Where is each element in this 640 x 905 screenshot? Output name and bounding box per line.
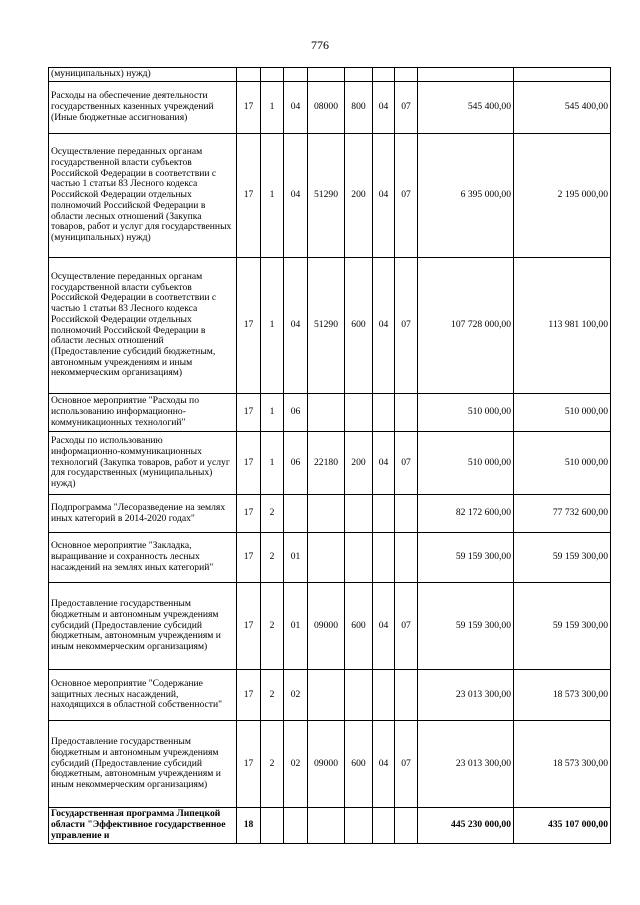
cell-code-6 — [373, 495, 395, 533]
cell-code-3: 04 — [284, 82, 308, 134]
table-row — [49, 808, 611, 844]
cell-code-7 — [395, 394, 418, 432]
cell-code-2: 2 — [261, 721, 284, 808]
cell-code-1: 18 — [237, 808, 261, 844]
cell-code-1: 17 — [237, 82, 261, 134]
cell-amount-2: 435 107 000,00 — [514, 808, 611, 844]
cell-code-2: 1 — [261, 258, 284, 394]
cell-code-2 — [261, 808, 284, 844]
cell-code-7 — [395, 68, 418, 82]
row-name: Подпрограмма "Лесоразведение на землях иных категорий в 2014-2020 годах" — [49, 495, 237, 533]
row-name: Предоставление государственным бюджетным и автономным учреждениям субсидий (Предоставление субсидий бюджетным, автономным учреждениям и иным некоммерческим организациям) — [49, 721, 237, 808]
cell-amount-2: 113 981 100,00 — [514, 258, 611, 394]
cell-amount-2: 18 573 300,00 — [514, 670, 611, 721]
cell-code-4 — [308, 808, 345, 844]
table-row — [49, 495, 611, 533]
cell-code-4 — [308, 394, 345, 432]
row-name: Расходы на обеспечение деятельности государственных казенных учреждений (Иные бюджетные ассигнования) — [49, 82, 237, 134]
cell-code-4: 09000 — [308, 583, 345, 670]
cell-amount-1: 23 013 300,00 — [418, 670, 514, 721]
cell-code-4: 51290 — [308, 258, 345, 394]
cell-code-5: 200 — [345, 134, 373, 258]
row-name: (муниципальных) нужд) — [49, 68, 237, 82]
cell-code-3: 02 — [284, 721, 308, 808]
cell-code-3: 04 — [284, 258, 308, 394]
cell-code-1: 17 — [237, 495, 261, 533]
cell-code-2: 2 — [261, 533, 284, 583]
cell-code-6: 04 — [373, 82, 395, 134]
cell-code-6: 04 — [373, 432, 395, 495]
cell-amount-2: 18 573 300,00 — [514, 721, 611, 808]
cell-code-4 — [308, 670, 345, 721]
cell-amount-2: 545 400,00 — [514, 82, 611, 134]
cell-code-2: 2 — [261, 495, 284, 533]
cell-code-2: 1 — [261, 394, 284, 432]
cell-code-1: 17 — [237, 134, 261, 258]
row-name: Осуществление переданных органам государственной власти субъектов Российской Федерации в соответствии с частью 1 статьи 83 Лесного кодекса Российской Федерации отдельных полномочий Российской Федерации в области лесных отношений (Предоставление субсидий бюджетным, автономным учреждениям и иным некоммерческим организациям) — [49, 258, 237, 394]
cell-amount-1: 6 395 000,00 — [418, 134, 514, 258]
cell-amount-1 — [418, 68, 514, 82]
table-row — [49, 583, 611, 670]
cell-code-3: 01 — [284, 583, 308, 670]
cell-code-3: 04 — [284, 134, 308, 258]
cell-code-7 — [395, 533, 418, 583]
cell-code-1: 17 — [237, 583, 261, 670]
cell-code-1: 17 — [237, 533, 261, 583]
cell-code-6 — [373, 670, 395, 721]
table-row — [49, 533, 611, 583]
cell-code-2: 2 — [261, 583, 284, 670]
cell-code-5: 600 — [345, 258, 373, 394]
table-body — [49, 68, 611, 844]
cell-code-6 — [373, 808, 395, 844]
cell-code-6 — [373, 394, 395, 432]
row-name: Предоставление государственным бюджетным и автономным учреждениям субсидий (Предоставление субсидий бюджетным, автономным учреждениям и иным некоммерческим организациям) — [49, 583, 237, 670]
cell-code-7: 07 — [395, 82, 418, 134]
cell-amount-1: 510 000,00 — [418, 432, 514, 495]
cell-amount-2: 2 195 000,00 — [514, 134, 611, 258]
cell-code-4: 09000 — [308, 721, 345, 808]
table-row — [49, 721, 611, 808]
cell-code-5: 200 — [345, 432, 373, 495]
cell-code-3: 01 — [284, 533, 308, 583]
table-row — [49, 134, 611, 258]
table-row — [49, 432, 611, 495]
cell-code-5: 600 — [345, 583, 373, 670]
cell-code-2: 1 — [261, 82, 284, 134]
cell-code-5 — [345, 394, 373, 432]
cell-code-7: 07 — [395, 583, 418, 670]
cell-code-5: 600 — [345, 721, 373, 808]
cell-code-6: 04 — [373, 583, 395, 670]
cell-amount-2: 59 159 300,00 — [514, 533, 611, 583]
cell-code-7 — [395, 495, 418, 533]
cell-code-1: 17 — [237, 394, 261, 432]
cell-code-7: 07 — [395, 258, 418, 394]
cell-code-6 — [373, 533, 395, 583]
cell-amount-1: 23 013 300,00 — [418, 721, 514, 808]
cell-amount-2: 510 000,00 — [514, 394, 611, 432]
cell-amount-1: 59 159 300,00 — [418, 583, 514, 670]
cell-code-2: 1 — [261, 432, 284, 495]
cell-code-5 — [345, 495, 373, 533]
cell-code-3 — [284, 495, 308, 533]
cell-amount-1: 545 400,00 — [418, 82, 514, 134]
cell-code-4: 51290 — [308, 134, 345, 258]
cell-code-4 — [308, 495, 345, 533]
cell-amount-1: 510 000,00 — [418, 394, 514, 432]
cell-code-5 — [345, 808, 373, 844]
cell-amount-1: 82 172 600,00 — [418, 495, 514, 533]
table-row — [49, 258, 611, 394]
cell-amount-2: 77 732 600,00 — [514, 495, 611, 533]
cell-code-6: 04 — [373, 258, 395, 394]
budget-table — [48, 67, 611, 844]
cell-code-4: 22180 — [308, 432, 345, 495]
cell-amount-1: 445 230 000,00 — [418, 808, 514, 844]
cell-amount-2: 510 000,00 — [514, 432, 611, 495]
cell-code-6 — [373, 68, 395, 82]
cell-code-4 — [308, 533, 345, 583]
cell-code-2: 2 — [261, 670, 284, 721]
cell-amount-1: 107 728 000,00 — [418, 258, 514, 394]
cell-code-5 — [345, 68, 373, 82]
row-name: Основное мероприятие "Закладка, выращивание и сохранность лесных насаждений на землях иных категорий" — [49, 533, 237, 583]
cell-code-1: 17 — [237, 258, 261, 394]
cell-code-7: 07 — [395, 721, 418, 808]
cell-code-4: 08000 — [308, 82, 345, 134]
cell-code-3: 06 — [284, 394, 308, 432]
cell-code-7 — [395, 670, 418, 721]
row-name: Основное мероприятие "Содержание защитных лесных насаждений, находящихся в областной собственности" — [49, 670, 237, 721]
cell-code-3: 02 — [284, 670, 308, 721]
table-row — [49, 394, 611, 432]
cell-code-6: 04 — [373, 721, 395, 808]
cell-code-7: 07 — [395, 432, 418, 495]
cell-code-1 — [237, 68, 261, 82]
cell-code-5 — [345, 533, 373, 583]
cell-amount-1: 59 159 300,00 — [418, 533, 514, 583]
cell-amount-2 — [514, 68, 611, 82]
cell-code-1: 17 — [237, 432, 261, 495]
cell-code-1: 17 — [237, 721, 261, 808]
row-name: Расходы по использованию информационно-коммуникационных технологий (Закупка товаров, работ и услуг для государственных (муниципальных) нужд) — [49, 432, 237, 495]
cell-code-2: 1 — [261, 134, 284, 258]
row-name: Основное мероприятие "Расходы по использованию информационно-коммуникационных технологий" — [49, 394, 237, 432]
cell-code-3: 06 — [284, 432, 308, 495]
cell-code-7 — [395, 808, 418, 844]
cell-amount-2: 59 159 300,00 — [514, 583, 611, 670]
cell-code-6: 04 — [373, 134, 395, 258]
row-name: Осуществление переданных органам государственной власти субъектов Российской Федерации в соответствии с частью 1 статьи 83 Лесного кодекса Российской Федерации отдельных полномочий Российской Федерации в области лесных отношений (Закупка товаров, работ и услуг для государственных (муниципальных) нужд) — [49, 134, 237, 258]
row-name: Государственная программа Липецкой области "Эффективное государственное управление и — [49, 808, 237, 844]
table-row — [49, 82, 611, 134]
page-number: 776 — [311, 38, 329, 52]
cell-code-2 — [261, 68, 284, 82]
cell-code-3 — [284, 808, 308, 844]
cell-code-5: 800 — [345, 82, 373, 134]
table-row — [49, 670, 611, 721]
cell-code-3 — [284, 68, 308, 82]
cell-code-1: 17 — [237, 670, 261, 721]
cell-code-7: 07 — [395, 134, 418, 258]
cell-code-5 — [345, 670, 373, 721]
table-row — [49, 68, 611, 82]
cell-code-4 — [308, 68, 345, 82]
